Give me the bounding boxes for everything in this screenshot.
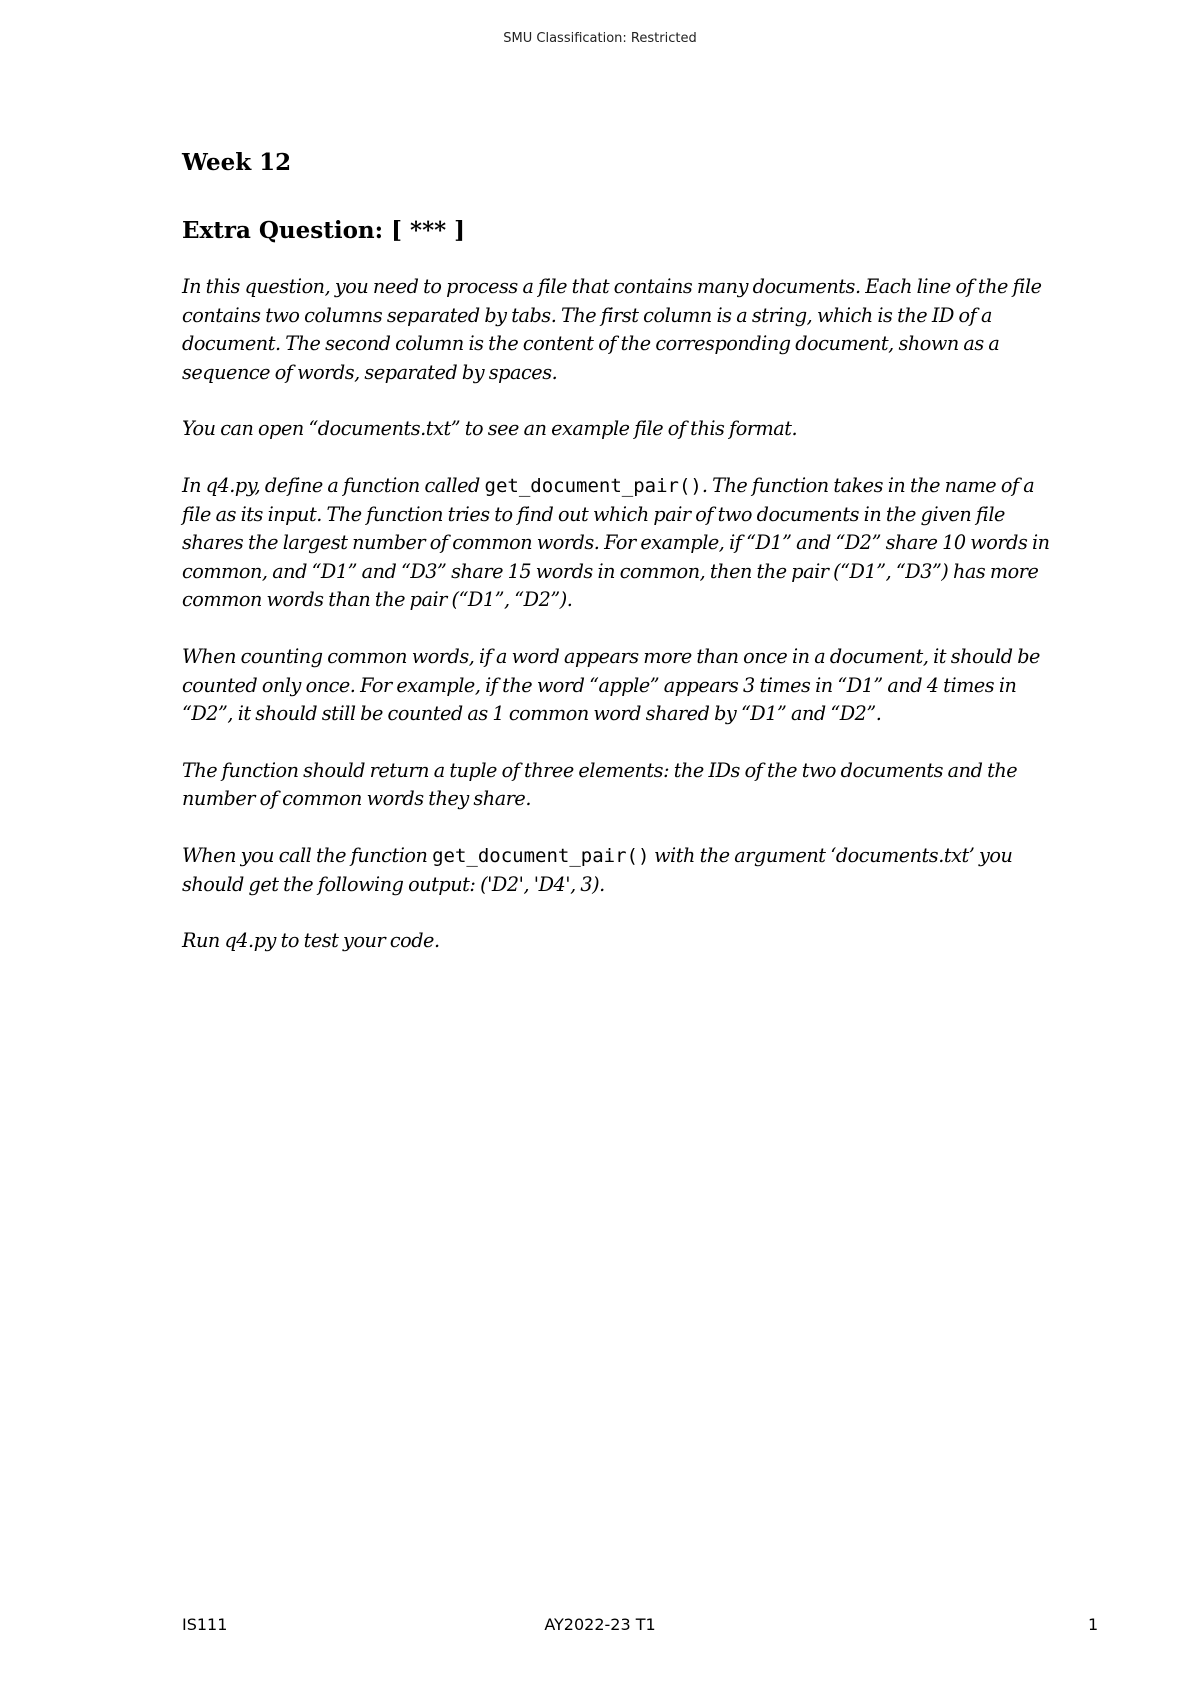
expected-output-text-start: When you call the function xyxy=(182,843,433,867)
function-name-code: get_document_pair() xyxy=(484,474,702,497)
footer-course: IS111 xyxy=(182,1615,228,1634)
document-body xyxy=(182,148,1052,984)
intro-paragraph: In this question, you need to process a file that contains many documents. Each line of the file contains two columns separated by tabs. The first column is a string, which is the ID of a document. The second column is the content of the corresponding document, shown as a sequence of words, separated by spaces. xyxy=(182,275,1042,384)
week-heading: Week 12 xyxy=(182,149,292,176)
function-definition-text-end: . The function takes in the name of a file as its input. The function tries to find out which pair of two documents in the given file shares the largest number of common words. For example, if “D1” and “D2” share 10 words in common, and “D1” and “D3” share 15 words in common, then the pair (“D1”, “D3”) has more common words than the pair (“D1”, “D2”). xyxy=(182,473,1050,612)
function-call-code: get_document_pair() xyxy=(432,844,650,867)
expected-output-text-end: with the argument ‘documents.txt’ you should get the following output: ('D2', 'D4', 3). xyxy=(182,843,1013,896)
example-file-paragraph: You can open “documents.txt” to see an example file of this format. xyxy=(182,417,798,441)
classification-label: SMU Classification: Restricted xyxy=(503,31,697,46)
function-definition-text-start: In q4.py, define a function called xyxy=(182,473,485,497)
run-instruction-paragraph: Run q4.py to test your code. xyxy=(182,929,440,953)
footer-term: AY2022-23 T1 xyxy=(544,1615,656,1634)
return-value-paragraph: The function should return a tuple of three elements: the IDs of the two documents and the number of common words they share. xyxy=(182,758,1018,811)
question-heading: Extra Question: [ *** ] xyxy=(182,217,466,244)
counting-rule-paragraph: When counting common words, if a word appears more than once in a document, it should be counted only once. For example, if the word “apple” appears 3 times in “D1” and 4 times in “D2”, it should still be counted as 1 common word shared by “D1” and “D2”. xyxy=(182,644,1040,726)
function-definition-paragraph xyxy=(182,472,1052,615)
footer-page-number: 1 xyxy=(1088,1615,1099,1634)
expected-output-paragraph xyxy=(182,842,1052,899)
